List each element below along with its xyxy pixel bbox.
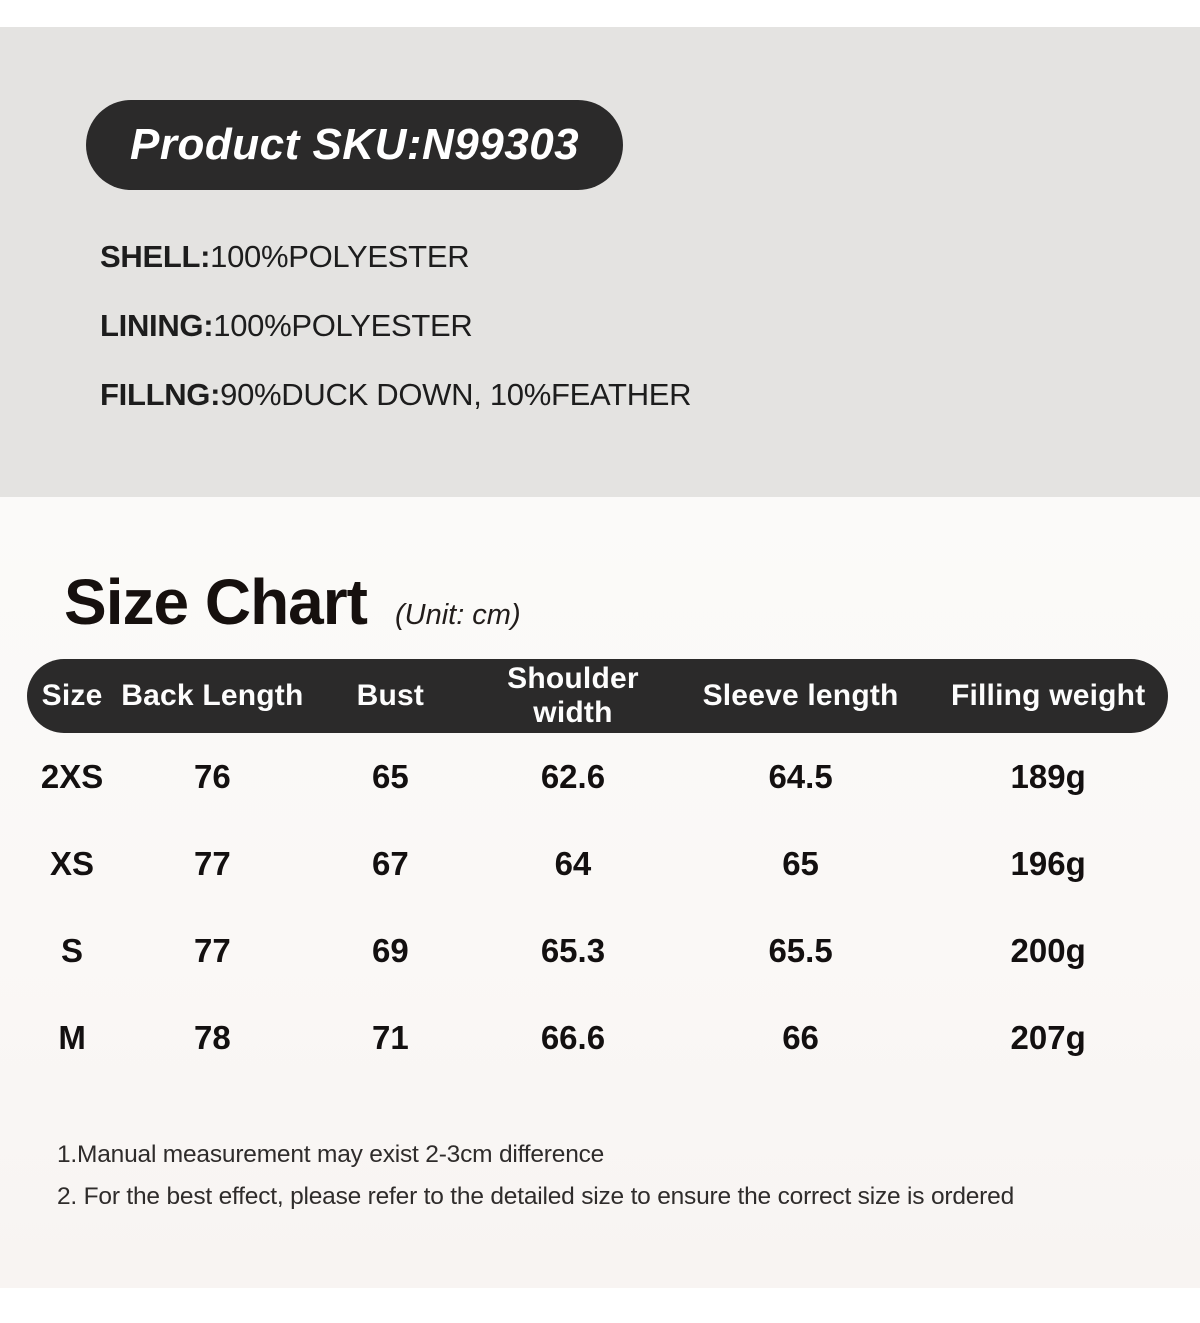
materials-section [0, 27, 1200, 497]
cell-back-length: 77 [194, 844, 231, 882]
size-chart-heading-row [0, 497, 1200, 636]
cell-size: XS [50, 844, 95, 882]
material-line-lining [100, 309, 1200, 342]
cell-sleeve-length: 64.5 [768, 757, 833, 795]
cell-size: 2XS [40, 757, 104, 795]
cell-filling-weight: 189g [1010, 757, 1086, 795]
table-row [27, 733, 1168, 820]
materials-list [100, 240, 1200, 411]
cell-filling-weight: 196g [1010, 844, 1086, 882]
column-header-bust: Bust [356, 679, 425, 713]
cell-bust: 67 [372, 844, 409, 882]
product-sku-label: Product SKU:N99303 [130, 120, 580, 169]
cell-shoulder-width: 65.3 [540, 931, 606, 969]
size-chart-title: Size Chart [64, 566, 367, 638]
cell-back-length: 76 [194, 757, 231, 795]
cell-sleeve-length: 66 [782, 1018, 819, 1056]
column-header-filling-weight: Filling weight [950, 679, 1146, 713]
product-sku-badge [86, 100, 623, 190]
cell-sleeve-length: 65 [782, 844, 819, 882]
cell-bust: 69 [372, 931, 409, 969]
bottom-white-strip [0, 1288, 1200, 1323]
table-row [27, 820, 1168, 907]
top-white-strip [0, 0, 1200, 27]
note-line-2: 2. For the best effect, please refer to the detailed size to ensure the correct size is ordered [57, 1183, 1014, 1211]
cell-filling-weight: 207g [1010, 1018, 1086, 1056]
material-label: FILLNG: [100, 377, 221, 412]
column-header-back-length: Back Length [121, 679, 304, 713]
cell-size: M [58, 1018, 86, 1056]
material-value: 100%POLYESTER [210, 239, 470, 274]
material-label: SHELL: [100, 239, 211, 274]
cell-bust: 65 [372, 757, 409, 795]
cell-sleeve-length: 65.5 [768, 931, 833, 969]
size-chart-section [0, 497, 1200, 1288]
material-value: 90%DUCK DOWN, 10%FEATHER [220, 377, 692, 412]
cell-shoulder-width: 64 [554, 844, 592, 882]
column-header-shoulder-width: Shoulder width [507, 662, 639, 730]
table-row [27, 907, 1168, 994]
cell-back-length: 78 [194, 1018, 231, 1056]
note-line-1: 1.Manual measurement may exist 2-3cm difference [57, 1141, 605, 1169]
material-line-shell [100, 240, 1200, 273]
cell-filling-weight: 200g [1010, 931, 1086, 969]
table-header-row [27, 659, 1168, 733]
cell-size: S [61, 931, 84, 969]
cell-shoulder-width: 66.6 [540, 1018, 606, 1056]
cell-shoulder-width: 62.6 [540, 757, 606, 795]
column-header-sleeve-length: Sleeve length [702, 679, 899, 713]
size-chart-table [27, 659, 1168, 1081]
column-header-size: Size [41, 679, 103, 713]
material-line-filling [100, 378, 1200, 411]
material-label: LINING: [100, 308, 214, 343]
size-chart-unit: (Unit: cm) [394, 599, 521, 631]
table-row [27, 994, 1168, 1081]
measurement-notes [57, 1141, 1200, 1210]
cell-bust: 71 [372, 1018, 409, 1056]
cell-back-length: 77 [194, 931, 231, 969]
material-value: 100%POLYESTER [213, 308, 473, 343]
